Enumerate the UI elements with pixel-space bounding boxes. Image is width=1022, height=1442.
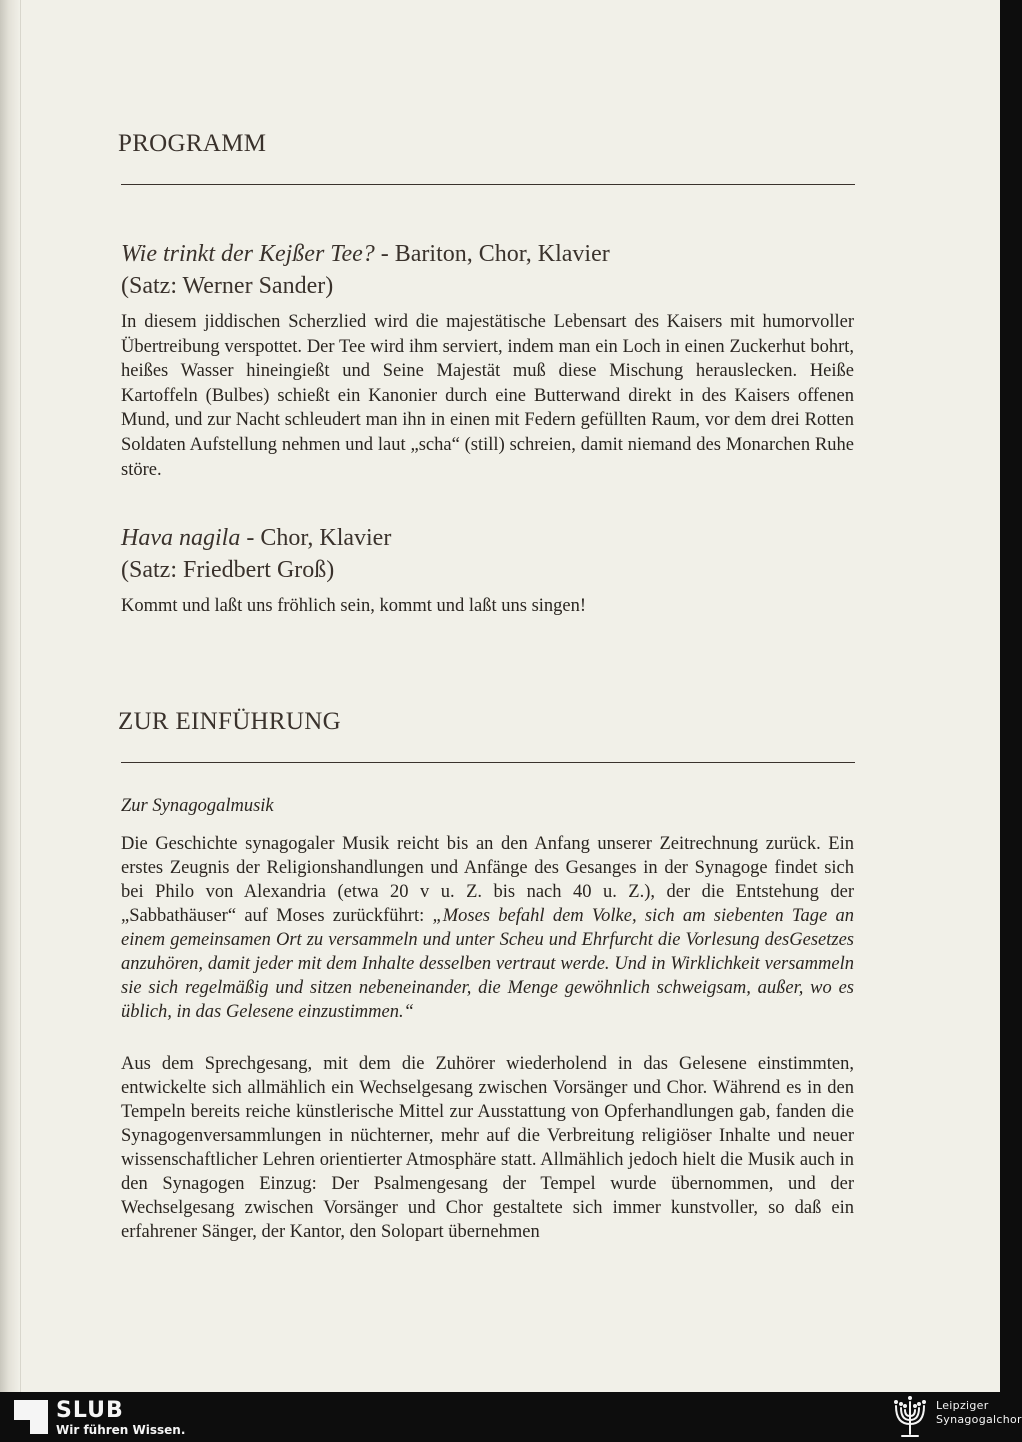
menorah-icon — [888, 1392, 932, 1440]
subsection-title: Zur Synagogalmusik — [121, 796, 274, 816]
library-name: SLUB — [56, 1398, 124, 1423]
piece-1-title: Wie trinkt der Kejßer Tee? — [121, 241, 375, 267]
slub-logo-icon — [14, 1400, 48, 1434]
intro-paragraph-1 — [121, 832, 854, 1024]
page-fold — [0, 0, 21, 1392]
piece-2-title: Hava nagila — [121, 525, 241, 551]
footer-bar — [0, 1392, 1000, 1442]
piece-1-heading — [121, 238, 610, 270]
philo-quote: „Moses befahl dem Volke, sich am siebenten Tage an einem gemeinsamen Ort zu versammeln und unter Scheu und Ehrfurcht die Vorlesung desGesetzes anzuhören, damit jeder mit dem Inhalte desselben vertraut werde. Und in Wirklichkeit versammeln sie sich regelmäßig und sitzen nebeneinander, die Menge gewöhnlich schweigsam, außer, wo es üblich, in das Gelesene einzustimmen.“ — [121, 906, 854, 1022]
piece-2-performers: - Chor, Klavier — [240, 525, 392, 551]
library-tagline: Wir führen Wissen. — [56, 1423, 186, 1437]
piece-2-heading — [121, 522, 391, 554]
section-title-einfuehrung: ZUR EINFÜHRUNG — [118, 708, 341, 735]
intro-paragraph-2: Aus dem Sprechgesang, mit dem die Zuhörer wiederholend in das Gelesene einstimmten, entwickelte sich allmählich ein Wechselgesang zwischen Vorsänger und Chor. Während es in den Tempeln bereits reiche künstlerische Mittel zur Ausstattung von Opferhandlungen gab, fanden die Synagogenversammlungen in nüchterner, mehr auf die Verbreitung religiöser Inhalte und neuer wissenschaftlicher Lehren orientierter Atmosphäre statt. Allmählich jedoch hielt die Musik auch in den Synagogen Einzug: Der Psalmengesang der Tempel wurde übernommen, und der Wechselgesang zwischen Vorsänger und Chor gestaltete sich immer kunstvoller, so daß ein erfahrener Sänger, der Kantor, den Solopart übernehmen — [121, 1054, 854, 1242]
choir-line-1: Leipziger — [936, 1399, 989, 1412]
choir-line-2: Synagogalchor — [936, 1413, 1022, 1426]
piece-1-arrangement: (Satz: Werner Sander) — [121, 273, 334, 299]
piece-2-arrangement: (Satz: Friedbert Groß) — [121, 557, 335, 583]
section-title-programm: PROGRAMM — [118, 130, 267, 157]
divider-rule — [121, 762, 855, 763]
divider-rule — [121, 184, 855, 185]
piece-2-description: Kommt und laßt uns fröhlich sein, kommt und laßt uns singen! — [121, 596, 587, 616]
choir-logo-text — [936, 1399, 1022, 1427]
piece-1-description: In diesem jiddischen Scherzlied wird die majestätische Lebensart des Kaisers mit humorvoller Übertreibung verspottet. Der Tee wird ihm serviert, indem man ein Loch in einen Zuckerhut bohrt, heißes Wasser hineingießt und Seine Majestät muß diese Mischung herauslecken. Heiße Kartoffeln (Bulbes) schießt ein Kanonier durch eine Butterwand direkt in des Kaisers offenen Mund, und zur Nacht schleudert man ihn in einen mit Federn gefüllten Raum, vor dem drei Rotten Soldaten Aufstellung nehmen und laut „scha“ (still) schreien, damit niemand des Monarchen Ruhe störe. — [121, 312, 854, 480]
intro-text: Die Geschichte synagogaler Musik reicht bis an den Anfang unserer Zeitrechnung zurück. Ein erstes Zeugnis der Religionshandlungen und Anfänge des Gesanges in der Synagoge findet sich bei Philo von Alexandria (etwa 20 v u. Z. bis nach 40 u. Z.), der die Entstehung der „Sabbathäuser“ auf Moses zurückführt: — [121, 834, 854, 926]
piece-1-performers: - Bariton, Chor, Klavier — [374, 241, 610, 267]
